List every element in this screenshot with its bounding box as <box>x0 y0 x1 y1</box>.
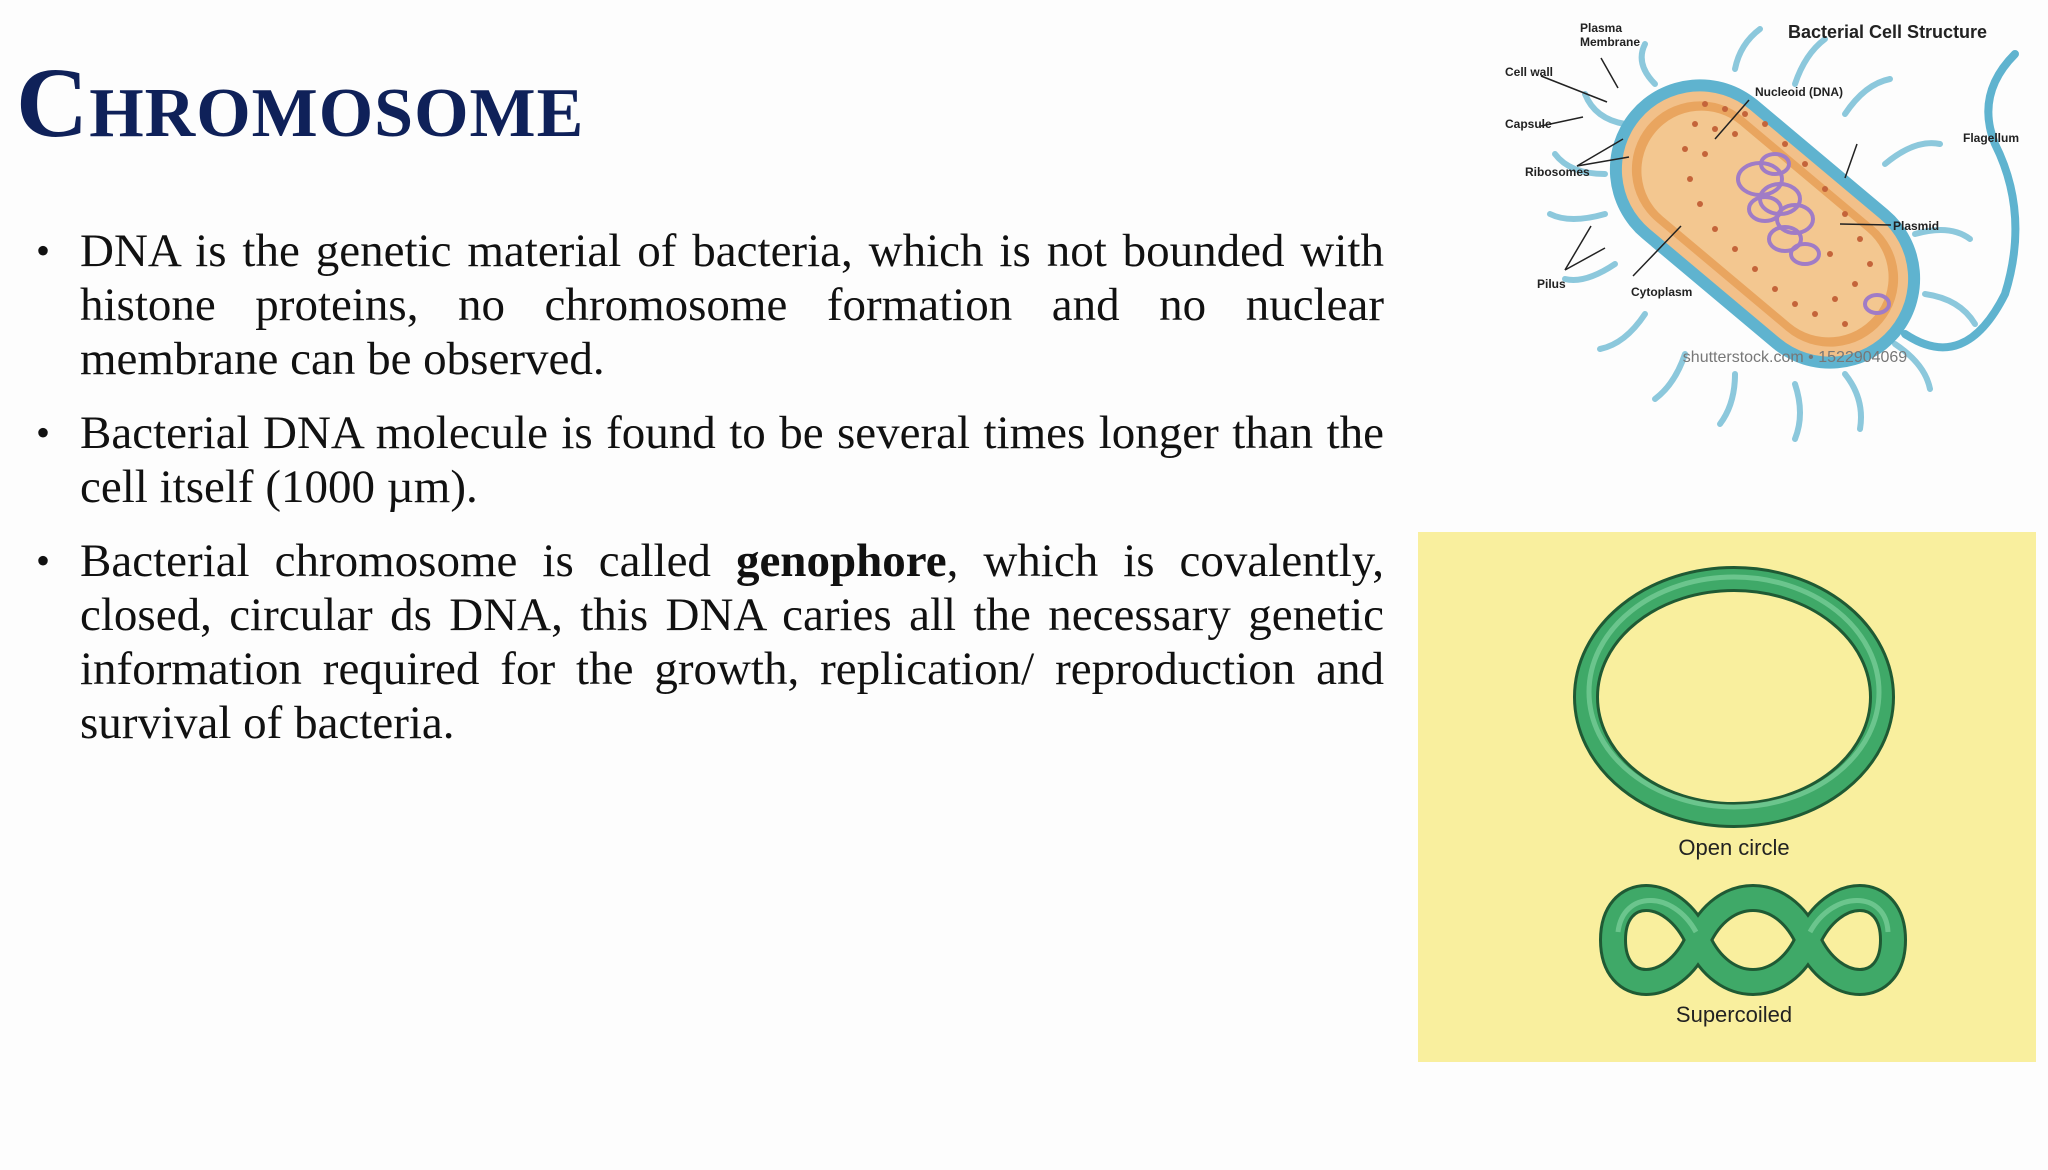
open-circle-highlight <box>1589 577 1879 807</box>
bullet-dot: • <box>36 228 51 273</box>
bullet-text-start: Bacterial chromosome is called <box>80 535 736 587</box>
dna-forms-figure <box>1418 532 2036 1062</box>
bullet-item <box>36 406 1384 514</box>
cell-figure-title: Bacterial Cell Structure <box>1788 22 1988 42</box>
bullet-list <box>36 224 1384 770</box>
label-cytoplasm: Cytoplasm <box>1631 285 1693 299</box>
bullet-text-end: , which is covalently, closed, circular ds DNA, this DNA caries all the necessary genetic information required for the growth, replication/ reproduction and survival of bacteria. <box>80 535 1384 749</box>
bullet-text: DNA is the genetic material of bacteria, which is not bounded with histone proteins, no chromosome formation and no nuclear membrane can be observed. <box>80 225 1384 385</box>
bacterial-cell-figure <box>1505 14 2025 474</box>
label-ribosomes: Ribosomes <box>1525 165 1590 179</box>
bullet-dot: • <box>36 538 51 583</box>
bullet-text-emphasis: genophore <box>735 535 947 587</box>
label-plasma-membrane-2: Membrane <box>1580 35 1641 49</box>
supercoiled-dna-shape <box>1613 898 1893 982</box>
label-pilus: Pilus <box>1537 277 1566 291</box>
label-capsule: Capsule <box>1505 117 1552 131</box>
bacterial-cell-svg <box>1505 14 2025 474</box>
label-cell-wall: Cell wall <box>1505 65 1554 79</box>
bullet-dot: • <box>36 410 51 455</box>
bullet-item <box>36 224 1384 386</box>
bullet-text: Bacterial DNA molecule is found to be several times longer than the cell itself (1000 µm). <box>80 407 1384 513</box>
slide-title: Chromosome <box>16 47 585 158</box>
supercoiled-label: Supercoiled <box>1675 1002 1793 1027</box>
open-circle-label: Open circle <box>1678 835 1790 860</box>
bullet-item <box>36 534 1384 750</box>
label-flagellum: Flagellum <box>1963 131 2020 145</box>
dna-forms-svg <box>1418 532 2036 1062</box>
watermark-text: shutterstock.com • 1522904069 <box>1682 349 1908 366</box>
label-nucleoid: Nucleoid (DNA) <box>1755 85 1843 99</box>
label-plasma-membrane-1: Plasma <box>1580 21 1623 35</box>
label-plasmid: Plasmid <box>1893 219 1940 233</box>
flagellum-shape <box>1905 54 2015 347</box>
